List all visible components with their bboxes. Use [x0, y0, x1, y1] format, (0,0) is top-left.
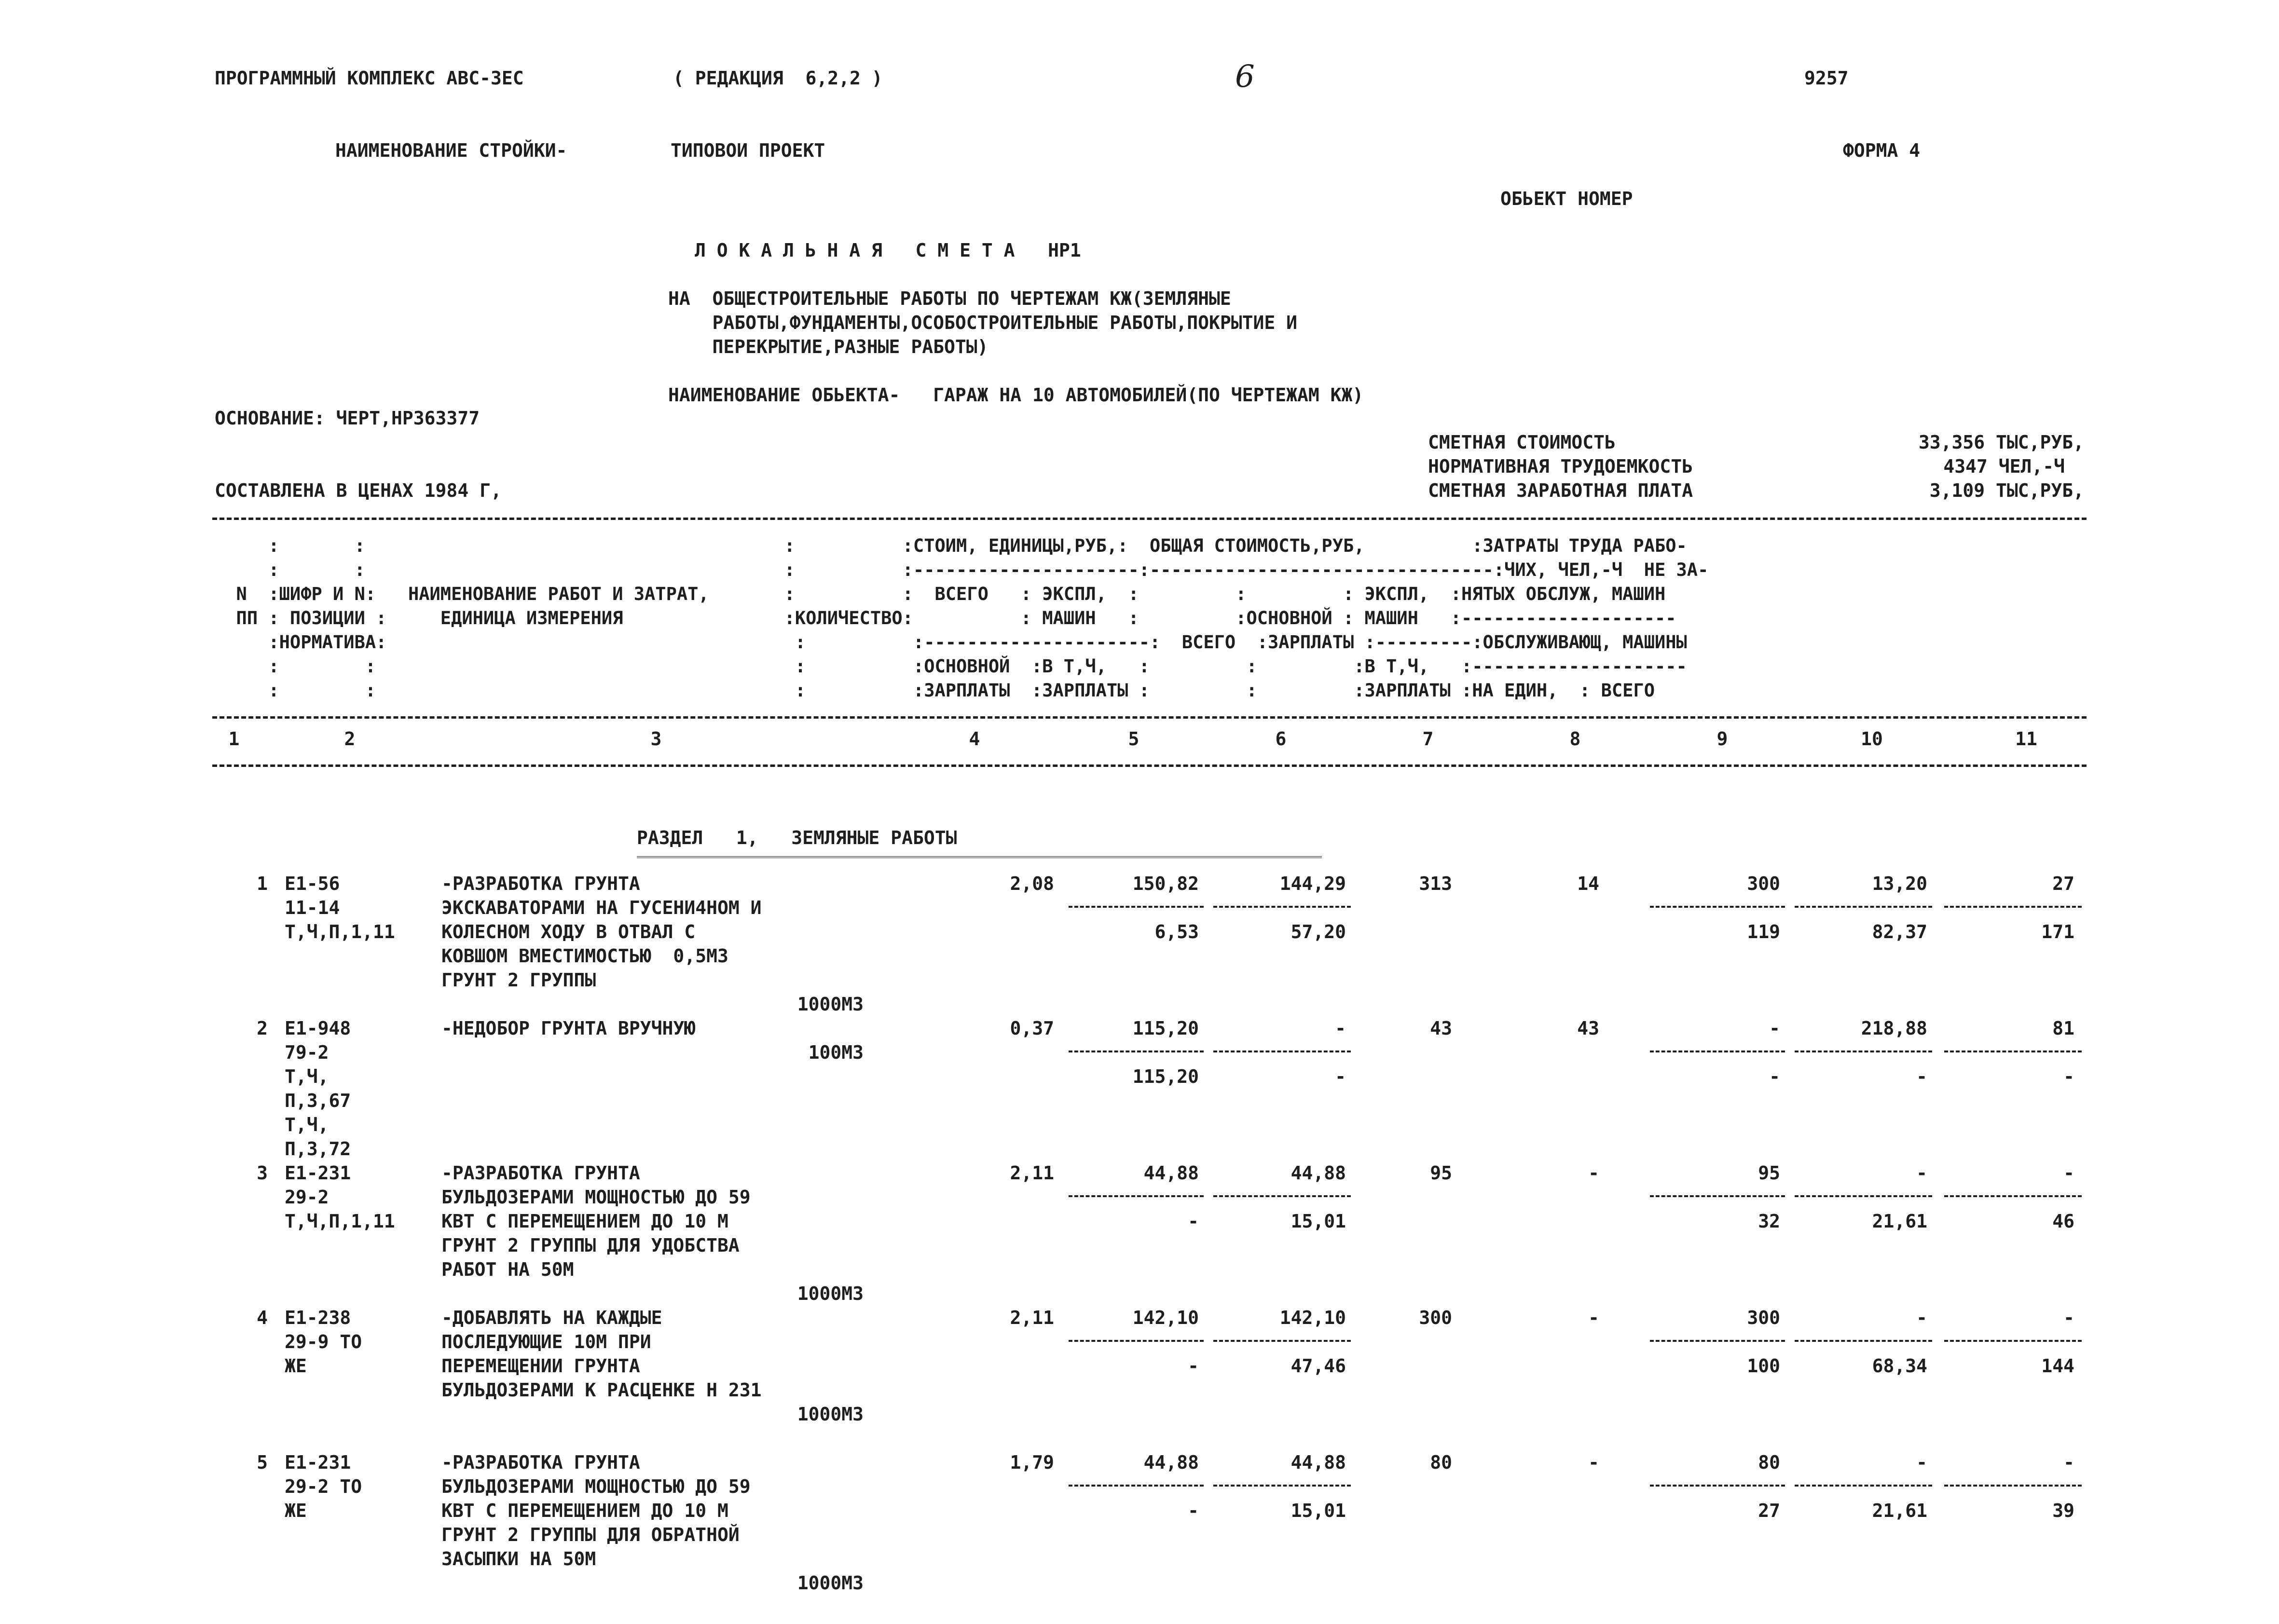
- total-value-labor: 4347 ЧЕЛ,-Ч: [1943, 456, 2065, 477]
- value-c8: 43: [1577, 1018, 1599, 1039]
- column-number: 7: [1422, 728, 1434, 750]
- price-level: СОСТАВЛЕНА В ЦЕНАХ 1984 Г,: [215, 480, 502, 501]
- object-number-label: ОБЬЕКТ НОМЕР: [1500, 188, 1633, 209]
- cell-underline: [1213, 906, 1351, 908]
- cell-underline: [1650, 1195, 1785, 1197]
- subject-line-1: НА ОБЩЕСТРОИТЕЛЬНЫЕ РАБОТЫ ПО ЧЕРТЕЖАМ КЖ(ЗЕМЛЯНЫЕ: [668, 288, 1231, 309]
- value-c7: 80: [1430, 1452, 1452, 1473]
- cell-underline: [1213, 1195, 1351, 1197]
- value-c10-wages: 68,34: [1872, 1355, 1927, 1377]
- table-top-rule: [212, 518, 2087, 520]
- value-c9: -: [1769, 1018, 1780, 1039]
- project-value: ТИПОВОИ ПРОЕКТ: [671, 140, 825, 161]
- quantity: 2,08: [1010, 873, 1054, 894]
- row-number: 4: [257, 1307, 268, 1328]
- total-label-wages: СМЕТНАЯ ЗАРАБОТНАЯ ПЛАТА: [1428, 480, 1693, 501]
- norm-code: Т,Ч,П,1,11: [285, 921, 395, 942]
- value-c10-wages: 82,37: [1872, 921, 1927, 942]
- work-description: -РАЗРАБОТКА ГРУНТА: [441, 873, 640, 894]
- quantity: 2,11: [1010, 1162, 1054, 1184]
- work-description: ПОСЛЕДУЮЩИЕ 10М ПРИ: [441, 1331, 651, 1352]
- work-description: КОВШОМ ВМЕСТИМОСТЬЮ 0,5М3: [441, 945, 728, 967]
- quantity: 2,11: [1010, 1307, 1054, 1328]
- norm-code: Е1-948: [285, 1018, 351, 1039]
- cell-underline: [1650, 1051, 1785, 1052]
- value-c6-wages: 47,46: [1291, 1355, 1346, 1377]
- value-c10-wages: 21,61: [1872, 1211, 1927, 1232]
- work-description: ЗАСЫПКИ НА 50М: [441, 1548, 596, 1569]
- total-label-labor: НОРМАТИВНАЯ ТРУДОЕМКОСТЬ: [1428, 456, 1693, 477]
- unit-of-measure: 1000М3: [797, 994, 864, 1015]
- work-description: ГРУНТ 2 ГРУППЫ ДЛЯ УДОБСТВА: [441, 1235, 740, 1256]
- quantity: 1,79: [1010, 1452, 1054, 1473]
- norm-code: 29-9 ТО: [285, 1331, 362, 1352]
- row-number: 3: [257, 1162, 268, 1184]
- column-numbers-top-rule: [212, 716, 2087, 719]
- norm-code: Е1-238: [285, 1307, 351, 1328]
- cell-underline: [1213, 1340, 1351, 1342]
- work-description: КВТ С ПЕРЕМЕЩЕНИЕМ ДО 10 М: [441, 1211, 728, 1232]
- value-c8: -: [1588, 1162, 1599, 1184]
- column-number: 4: [969, 728, 980, 750]
- value-c5-wages: 115,20: [1132, 1066, 1199, 1087]
- work-description: ПЕРЕМЕЩЕНИИ ГРУНТА: [441, 1355, 640, 1377]
- value-c11: -: [2063, 1162, 2074, 1184]
- value-c8: -: [1588, 1452, 1599, 1473]
- value-c10-wages: 21,61: [1872, 1500, 1927, 1521]
- unit-of-measure: 1000М3: [797, 1572, 864, 1594]
- value-c10: -: [1916, 1162, 1927, 1184]
- value-c11: 27: [2052, 873, 2074, 894]
- norm-code: 29-2: [285, 1187, 329, 1208]
- cell-underline: [1069, 1340, 1204, 1342]
- value-c9-wages: 32: [1758, 1211, 1780, 1232]
- row-number: 2: [257, 1018, 268, 1039]
- norm-code: 29-2 ТО: [285, 1476, 362, 1497]
- norm-code: Т,Ч,П,1,11: [285, 1211, 395, 1232]
- program-name: ПРОГРАММНЫЙ КОМПЛЕКС АВС-ЗЕС: [215, 68, 524, 89]
- work-description: -РАЗРАБОТКА ГРУНТА: [441, 1452, 640, 1473]
- value-c6: 44,88: [1291, 1162, 1346, 1184]
- cell-underline: [1213, 1051, 1351, 1052]
- total-value-wages: 3,109 ТЫС,РУБ,: [1929, 480, 2084, 501]
- cell-underline: [1944, 1485, 2082, 1487]
- value-c6-wages: 15,01: [1291, 1500, 1346, 1521]
- section-underline: [637, 856, 1322, 860]
- unit-of-measure: 1000М3: [797, 1283, 864, 1304]
- value-c5: 44,88: [1143, 1452, 1199, 1473]
- value-c9: 300: [1747, 1307, 1780, 1328]
- norm-code: Е1-231: [285, 1162, 351, 1184]
- table-header-bottom-rule: [212, 764, 2087, 767]
- work-description: БУЛЬДОЗЕРАМИ МОЩНОСТЬЮ ДО 59: [441, 1476, 751, 1497]
- value-c11: -: [2063, 1452, 2074, 1473]
- value-c9-wages: 119: [1747, 921, 1780, 942]
- value-c5-wages: -: [1188, 1211, 1199, 1232]
- row-number: 1: [257, 873, 268, 894]
- value-c5: 44,88: [1143, 1162, 1199, 1184]
- cell-underline: [1944, 1340, 2082, 1342]
- table-header-line: N :ШИФР И N: НАИМЕНОВАНИЕ РАБОТ И ЗАТРАТ, : : ВСЕГО : ЭКСПЛ, : : : ЭКСПЛ, :НЯТЫХ ОБСЛУЖ, МАШИН: [215, 584, 1666, 604]
- program-edition: ( РЕДАКЦИЯ 6,2,2 ): [673, 68, 883, 89]
- subject-line-2: РАБОТЫ,ФУНДАМЕНТЫ,ОСОБОСТРОИТЕЛЬНЫЕ РАБОТЫ,ПОКРЫТИЕ И: [668, 312, 1298, 333]
- value-c11-wages: 171: [2041, 921, 2074, 942]
- subject-line-3: ПЕРЕКРЫТИЕ,РАЗНЫЕ РАБОТЫ): [668, 336, 988, 357]
- work-description: ЭКСКАВАТОРАМИ НА ГУСЕНИ4НОМ И: [441, 897, 762, 918]
- value-c11-wages: 39: [2052, 1500, 2074, 1521]
- cell-underline: [1069, 1195, 1204, 1197]
- table-header-line: : : : :ЗАРПЛАТЫ :ЗАРПЛАТЫ : : :ЗАРПЛАТЫ :НА ЕДИН, : ВСЕГО: [215, 680, 1655, 701]
- value-c10: -: [1916, 1452, 1927, 1473]
- norm-code: 79-2: [285, 1042, 329, 1063]
- value-c6: 44,88: [1291, 1452, 1346, 1473]
- norm-code: ЖЕ: [285, 1500, 307, 1521]
- cell-underline: [1069, 1051, 1204, 1052]
- cell-underline: [1795, 1340, 1932, 1342]
- value-c9: 95: [1758, 1162, 1780, 1184]
- norm-code: П,3,72: [285, 1138, 351, 1160]
- total-label-cost: СМЕТНАЯ СТОИМОСТЬ: [1428, 432, 1616, 453]
- value-c9: 300: [1747, 873, 1780, 894]
- cell-underline: [1213, 1485, 1351, 1487]
- unit-of-measure: 1000М3: [797, 1404, 864, 1425]
- cell-underline: [1795, 1485, 1932, 1487]
- column-number: 1: [228, 728, 240, 750]
- value-c5-wages: -: [1188, 1355, 1199, 1377]
- norm-code: Т,Ч,: [285, 1114, 329, 1135]
- column-number: 2: [344, 728, 356, 750]
- document-number: 9257: [1804, 68, 1849, 89]
- column-number: 11: [2015, 728, 2037, 750]
- cell-underline: [1944, 906, 2082, 908]
- cell-underline: [1944, 1051, 2082, 1052]
- value-c7: 313: [1419, 873, 1452, 894]
- table-header-line: : : : :СТОИМ, ЕДИНИЦЫ,РУБ,: ОБЩАЯ СТОИМОСТЬ,РУБ, :ЗАТРАТЫ ТРУДА РАБО-: [215, 535, 1687, 556]
- value-c5-wages: 6,53: [1154, 921, 1199, 942]
- handwritten-page-number: 6: [1235, 59, 1255, 95]
- work-description: -ДОБАВЛЯТЬ НА КАЖДЫЕ: [441, 1307, 662, 1328]
- value-c6: 142,10: [1279, 1307, 1346, 1328]
- cell-underline: [1944, 1195, 2082, 1197]
- cell-underline: [1795, 1195, 1932, 1197]
- column-number: 6: [1275, 728, 1287, 750]
- table-header-line: ПП : ПОЗИЦИИ : ЕДИНИЦА ИЗМЕРЕНИЯ :КОЛИЧЕСТВО: : МАШИН : :ОСНОВНОЙ : МАШИН :--------------------: [215, 608, 1676, 628]
- value-c11-wages: 144: [2041, 1355, 2074, 1377]
- value-c11-wages: 46: [2052, 1211, 2074, 1232]
- section-title: РАЗДЕЛ 1, ЗЕМЛЯНЫЕ РАБОТЫ: [637, 827, 957, 848]
- value-c9-wages: 27: [1758, 1500, 1780, 1521]
- norm-code: Т,Ч,: [285, 1066, 329, 1087]
- work-description: КОЛЕСНОМ ХОДУ В ОТВАЛ С: [441, 921, 696, 942]
- cell-underline: [1650, 906, 1785, 908]
- form-number: ФОРМА 4: [1843, 140, 1921, 161]
- work-description: КВТ С ПЕРЕМЕЩЕНИЕМ ДО 10 М: [441, 1500, 728, 1521]
- value-c6-wages: 15,01: [1291, 1211, 1346, 1232]
- work-description: ГРУНТ 2 ГРУППЫ ДЛЯ ОБРАТНОЙ: [441, 1524, 740, 1545]
- value-c10-wages: -: [1916, 1066, 1927, 1087]
- column-number: 3: [650, 728, 662, 750]
- value-c9: 80: [1758, 1452, 1780, 1473]
- work-description: БУЛЬДОЗЕРАМИ МОЩНОСТЬЮ ДО 59: [441, 1187, 751, 1208]
- value-c11: 81: [2052, 1018, 2074, 1039]
- work-description: ГРУНТ 2 ГРУППЫ: [441, 969, 596, 991]
- work-description: -НЕДОБОР ГРУНТА ВРУЧНУЮ: [441, 1018, 696, 1039]
- value-c9-wages: -: [1769, 1066, 1780, 1087]
- norm-code: 11-14: [285, 897, 340, 918]
- value-c11: -: [2063, 1307, 2074, 1328]
- norm-code: Е1-231: [285, 1452, 351, 1473]
- cell-underline: [1795, 1051, 1932, 1052]
- cell-underline: [1650, 1485, 1785, 1487]
- work-description: -РАЗРАБОТКА ГРУНТА: [441, 1162, 640, 1184]
- quantity: 0,37: [1010, 1018, 1054, 1039]
- value-c6-wages: 57,20: [1291, 921, 1346, 942]
- basis: ОСНОВАНИЕ: ЧЕРТ,НР363377: [215, 408, 480, 429]
- value-c7: 43: [1430, 1018, 1452, 1039]
- value-c6-wages: -: [1335, 1066, 1346, 1087]
- value-c10: 13,20: [1872, 873, 1927, 894]
- value-c10: -: [1916, 1307, 1927, 1328]
- value-c7: 95: [1430, 1162, 1452, 1184]
- table-header-line: :НОРМАТИВА: : :---------------------: ВСЕГО :ЗАРПЛАТЫ :---------:ОБСЛУЖИВАЮЩ, МАШИНЫ: [215, 632, 1687, 653]
- value-c8: 14: [1577, 873, 1599, 894]
- value-c7: 300: [1419, 1307, 1452, 1328]
- work-description: РАБОТ НА 50М: [441, 1259, 574, 1280]
- work-description: БУЛЬДОЗЕРАМИ К РАСЦЕНКЕ Н 231: [441, 1379, 762, 1401]
- value-c6: 144,29: [1279, 873, 1346, 894]
- value-c5: 115,20: [1132, 1018, 1199, 1039]
- value-c8: -: [1588, 1307, 1599, 1328]
- row-number: 5: [257, 1452, 268, 1473]
- norm-code: П,3,67: [285, 1090, 351, 1111]
- cell-underline: [1069, 1485, 1204, 1487]
- value-c6: -: [1335, 1018, 1346, 1039]
- object-name: НАИМЕНОВАНИЕ ОБЬЕКТА- ГАРАЖ НА 10 АВТОМОБИЛЕЙ(ПО ЧЕРТЕЖАМ КЖ): [668, 384, 1364, 406]
- value-c5-wages: -: [1188, 1500, 1199, 1521]
- column-number: 9: [1716, 728, 1728, 750]
- column-number: 5: [1128, 728, 1140, 750]
- unit-of-measure: 100М3: [808, 1042, 864, 1063]
- column-number: 10: [1861, 728, 1883, 750]
- norm-code: Е1-56: [285, 873, 340, 894]
- project-label: НАИМЕНОВАНИЕ СТРОЙКИ-: [335, 140, 567, 161]
- value-c9-wages: 100: [1747, 1355, 1780, 1377]
- cell-underline: [1650, 1340, 1785, 1342]
- value-c5: 150,82: [1132, 873, 1199, 894]
- table-header-line: : : : :ОСНОВНОЙ :В Т,Ч, : : :В Т,Ч, :--------------------: [215, 656, 1687, 677]
- cell-underline: [1069, 906, 1204, 908]
- table-header-line: : : : :---------------------:--------------------------------:ЧИХ, ЧЕЛ,-Ч НЕ ЗА-: [215, 560, 1709, 580]
- value-c5: 142,10: [1132, 1307, 1199, 1328]
- column-number: 8: [1569, 728, 1581, 750]
- value-c10: 218,88: [1861, 1018, 1927, 1039]
- norm-code: ЖЕ: [285, 1355, 307, 1377]
- cell-underline: [1795, 906, 1932, 908]
- estimate-title: Л О К А Л Ь Н А Я С М Е Т А НР1: [695, 240, 1081, 261]
- value-c11-wages: -: [2063, 1066, 2074, 1087]
- total-value-cost: 33,356 ТЫС,РУБ,: [1918, 432, 2084, 453]
